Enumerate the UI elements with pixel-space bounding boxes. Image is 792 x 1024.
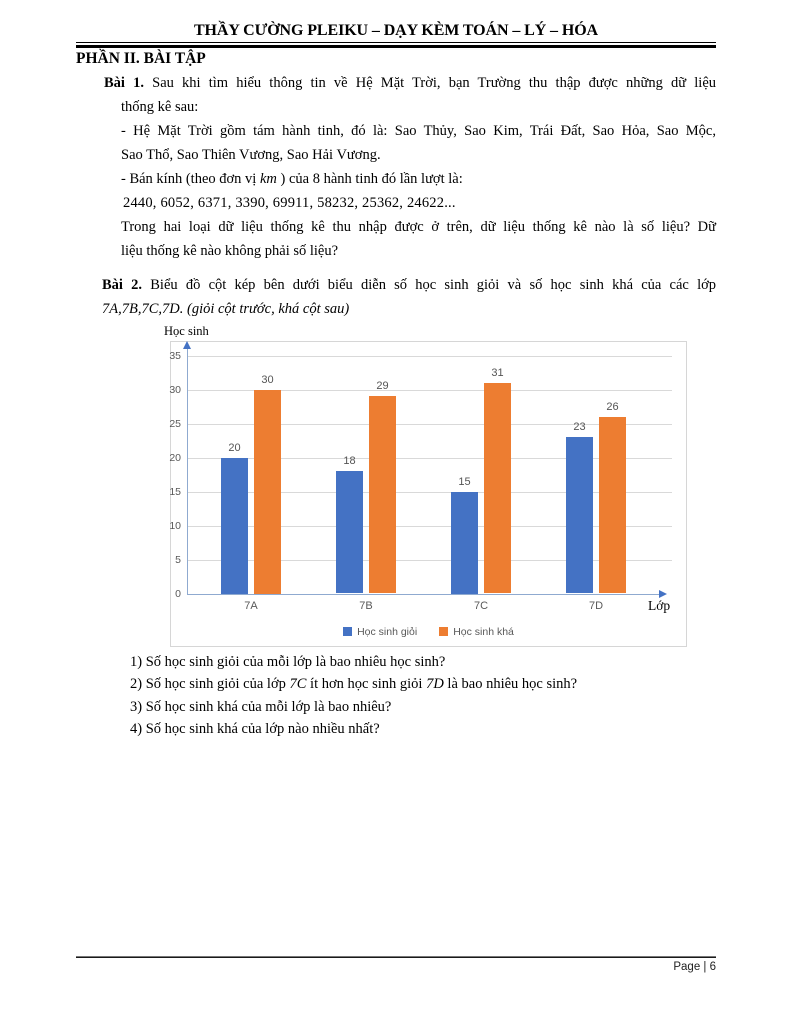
text-line: ) của 8 hành tinh đó lần lượt là: xyxy=(276,170,463,187)
exercise-1-item2 xyxy=(121,167,716,191)
exercise-1-intro-line1 xyxy=(104,71,717,95)
y-tick-label: 30 xyxy=(169,383,181,396)
bar-value-label: 20 xyxy=(228,441,241,454)
y-axis-arrow-icon xyxy=(183,341,191,349)
page-title: THẦY CƯỜNG PLEIKU – DẠY KÈM TOÁN – LÝ – HÓA xyxy=(76,20,716,43)
x-tick-label: 7B xyxy=(359,599,373,612)
bar-7C-kha xyxy=(484,383,511,594)
questions-list xyxy=(130,651,716,741)
bar-7B-gioi xyxy=(336,471,363,593)
text-line: ít hơn học sinh giỏi xyxy=(306,676,427,692)
text-line: Biểu đồ cột kép bên dưới biểu diễn số học sinh giỏi và số học sinh khá của các lớp xyxy=(150,276,717,293)
bar-value-label: 30 xyxy=(261,373,274,386)
section-heading: PHẦN II. BÀI TẬP xyxy=(76,49,206,67)
bar-value-label: 18 xyxy=(343,455,356,468)
legend-label: Học sinh giỏi xyxy=(357,625,418,638)
legend-swatch-icon xyxy=(343,627,352,636)
y-tick-label: 25 xyxy=(169,417,181,430)
exercise-2-label: Bài 2. xyxy=(102,276,143,293)
bar-value-label: 29 xyxy=(376,380,389,393)
text-line: 2) Số học sinh giỏi của lớp xyxy=(130,676,290,692)
exercise-1-item1-line2: Sao Thổ, Sao Thiên Vương, Sao Hải Vương. xyxy=(121,146,381,163)
chart-legend xyxy=(171,626,686,638)
question-item: 3) Số học sinh khá của mỗi lớp là bao nhiêu? xyxy=(130,698,392,715)
question-item xyxy=(130,673,716,696)
bar-7A-gioi xyxy=(221,458,248,594)
chart-y-axis-title: Học sinh xyxy=(164,323,209,338)
text-line: là bao nhiêu học sinh? xyxy=(443,676,578,692)
exercise-1-item1-line1: - Hệ Mặt Trời gồm tám hành tinh, đó là: Sao Thủy, Sao Kim, Trái Đất, Sao Hỏa, Sao Mộc, xyxy=(121,122,716,139)
exercise-2-intro-line2 xyxy=(102,297,716,321)
bar-value-label: 23 xyxy=(573,421,586,434)
bar-7B-kha xyxy=(369,396,396,593)
bar-7D-gioi xyxy=(566,437,593,593)
bar-value-label: 31 xyxy=(491,366,504,379)
exercise-1 xyxy=(76,71,716,263)
bar-chart xyxy=(164,323,687,647)
y-tick-label: 20 xyxy=(169,451,181,464)
text-line: Sau khi tìm hiểu thông tin về Hệ Mặt Trời, bạn Trường thu thập được những dữ liệu xyxy=(152,74,717,91)
y-tick-label: 0 xyxy=(175,587,181,600)
exercise-1-intro-line2: thống kê sau: xyxy=(121,98,199,115)
page-number: Page | 6 xyxy=(673,961,716,973)
chart-plot-area xyxy=(170,341,687,647)
legend-item xyxy=(343,626,417,638)
y-axis-line xyxy=(187,347,188,595)
class-list: 7A,7B,7C,7D. xyxy=(102,300,184,317)
header-rule xyxy=(76,45,716,48)
bar-7A-kha xyxy=(254,390,281,594)
bar-value-label: 15 xyxy=(458,475,471,488)
footer-rule xyxy=(76,956,716,958)
note-text: (giỏi cột trước, khá cột sau) xyxy=(186,300,350,317)
exercise-2-intro-line1 xyxy=(102,273,716,297)
legend-item xyxy=(439,626,514,638)
question-item: 4) Số học sinh khá của lớp nào nhiều nhất? xyxy=(130,721,380,737)
radii-values: 2440, 6052, 6371, 3390, 69911, 58232, 25362, 24622... xyxy=(123,194,456,211)
question-item: 1) Số học sinh giỏi của mỗi lớp là bao nhiêu học sinh? xyxy=(130,653,446,670)
legend-swatch-icon xyxy=(439,627,448,636)
class-7d: 7D xyxy=(426,676,444,692)
unit-km: km xyxy=(259,170,277,187)
text-line: - Bán kính (theo đơn vị xyxy=(121,170,260,187)
exercise-2 xyxy=(76,273,716,321)
x-tick-label: 7D xyxy=(588,599,604,612)
y-tick-label: 35 xyxy=(169,349,181,362)
x-axis-line xyxy=(187,594,659,595)
bar-7C-gioi xyxy=(451,492,478,594)
class-7c: 7C xyxy=(289,676,307,692)
x-tick-label: 7C xyxy=(473,599,489,612)
chart-x-axis-title: Lớp xyxy=(648,597,671,613)
exercise-1-label: Bài 1. xyxy=(104,74,144,91)
page-footer xyxy=(76,956,716,973)
gridline xyxy=(187,356,672,357)
x-tick-label: 7A xyxy=(244,599,258,612)
legend-label: Học sinh khá xyxy=(453,625,514,638)
y-tick-label: 10 xyxy=(169,519,181,532)
exercise-1-question-line1: Trong hai loại dữ liệu thống kê thu nhập được ở trên, dữ liệu thống kê nào là số liệu? Dữ xyxy=(121,218,716,235)
exercise-1-question-line2: liệu thống kê nào không phải số liệu? xyxy=(121,242,339,259)
x-axis-arrow-icon xyxy=(659,590,667,598)
y-tick-label: 5 xyxy=(175,553,181,566)
bar-value-label: 26 xyxy=(606,400,619,413)
bar-7D-kha xyxy=(599,417,626,594)
y-tick-label: 15 xyxy=(169,485,181,498)
